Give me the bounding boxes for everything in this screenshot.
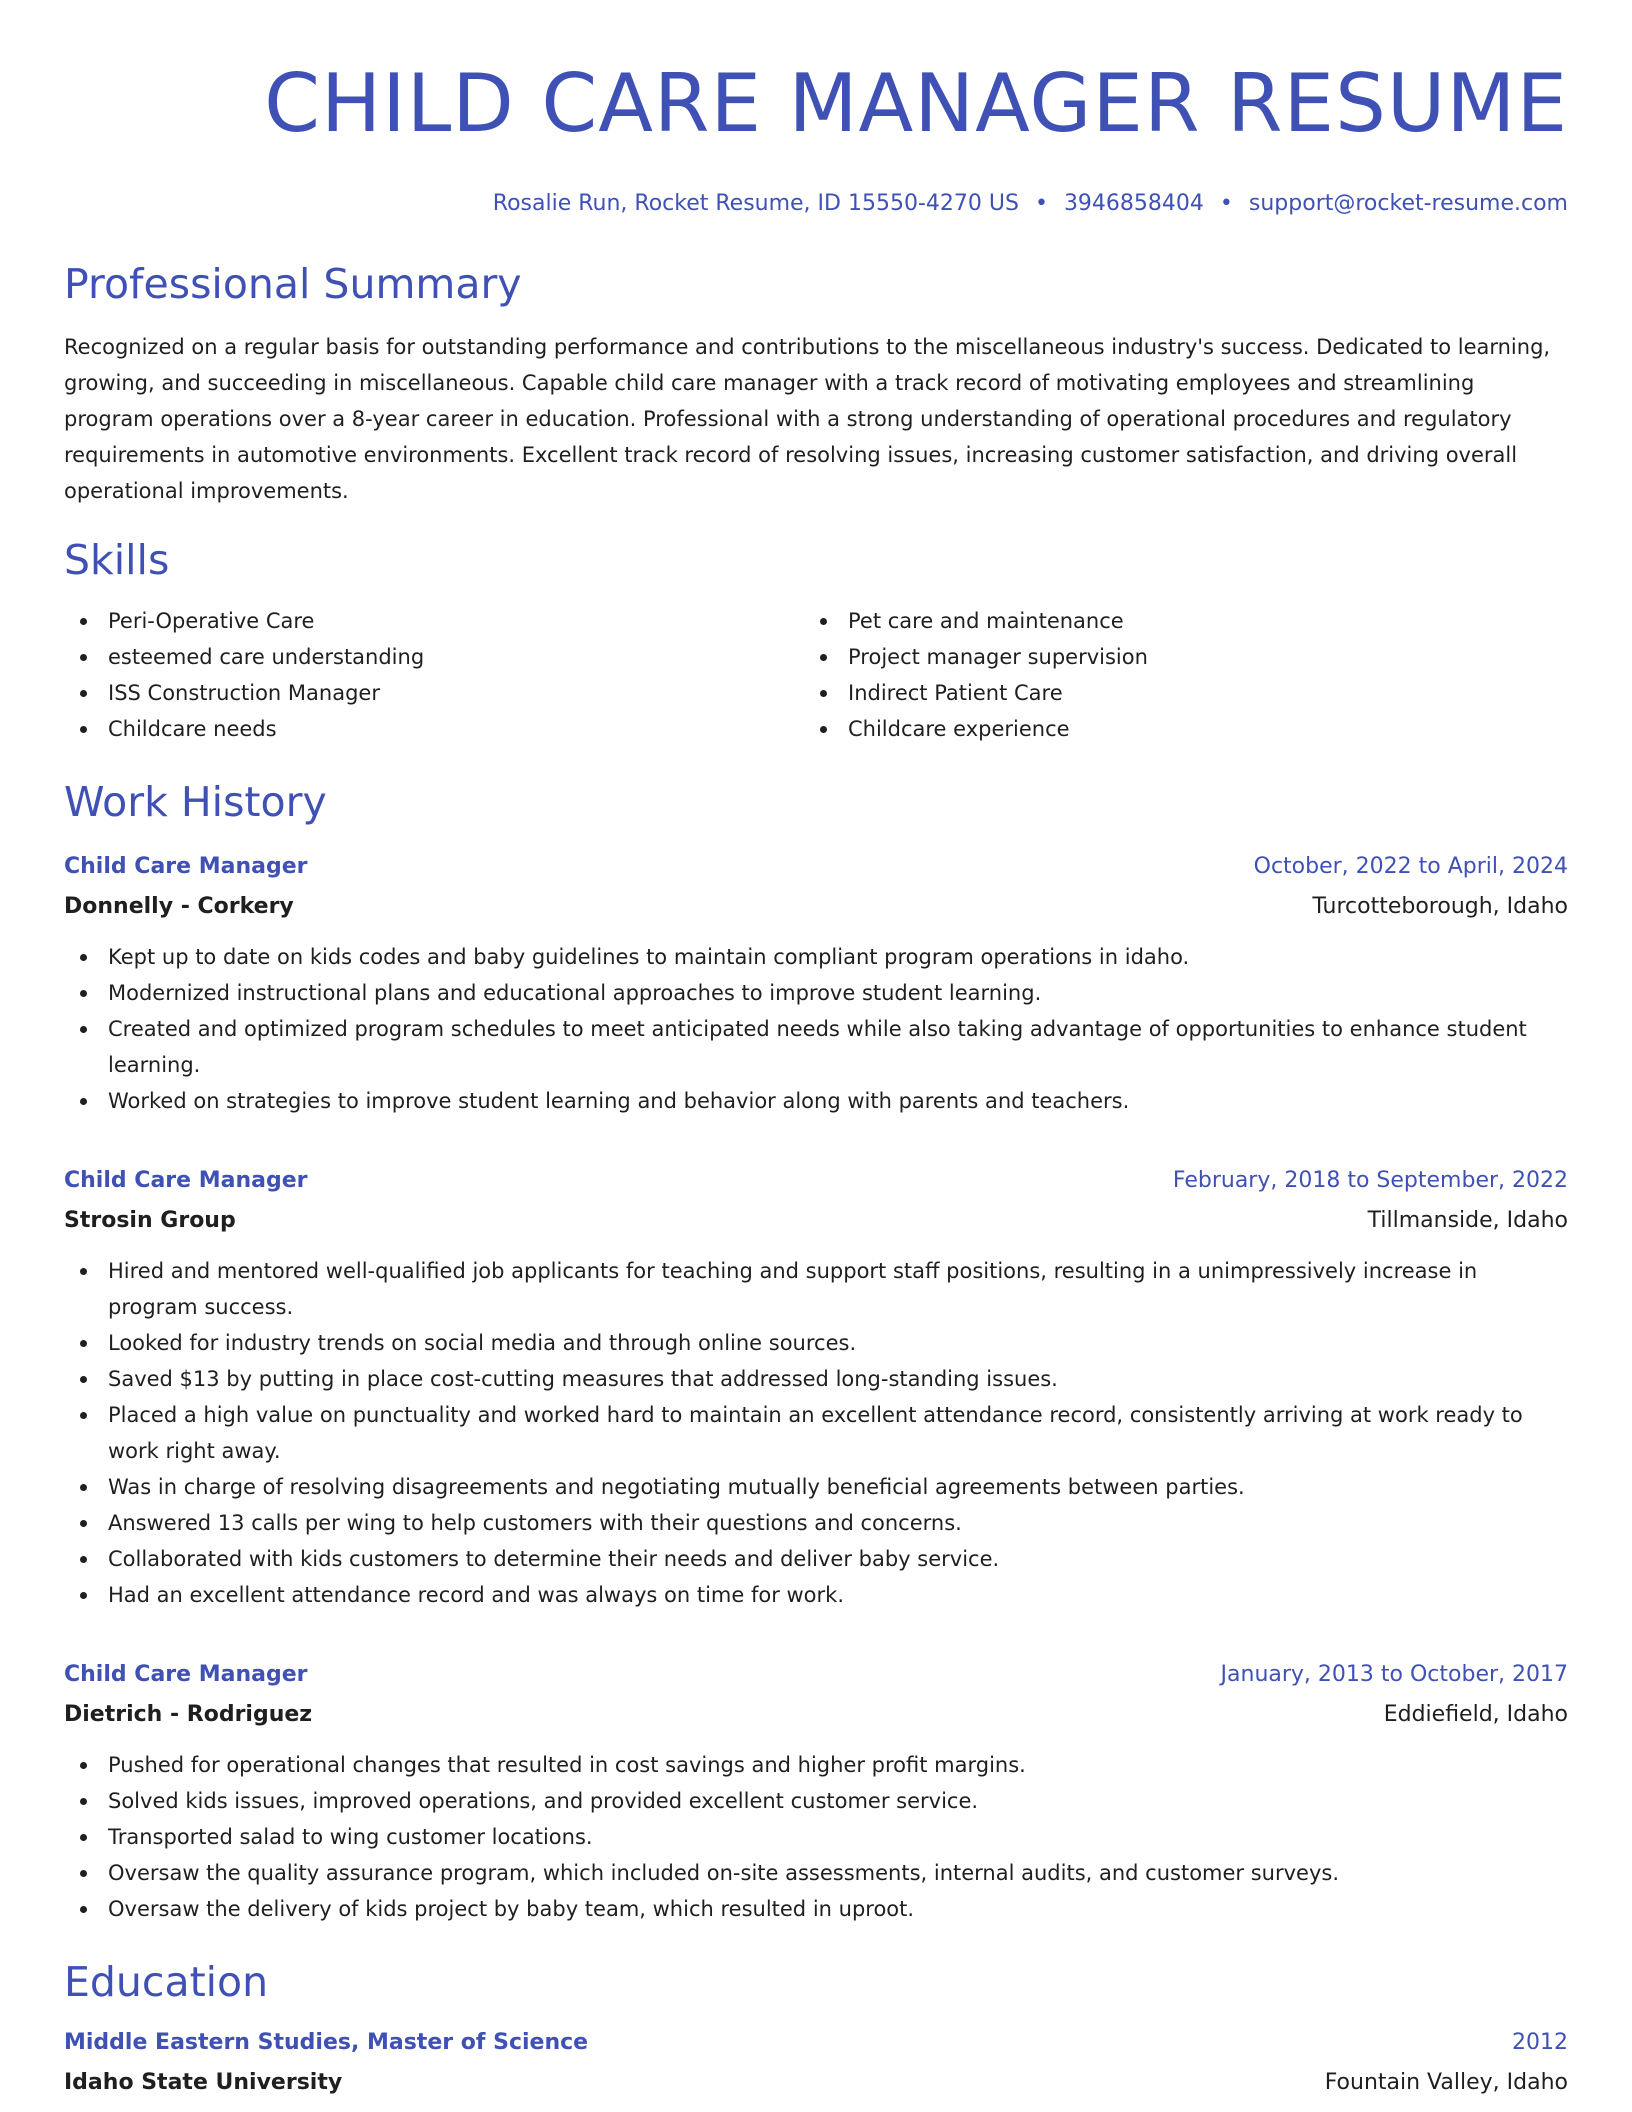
job-location: Turcotteborough, Idaho [1312, 894, 1568, 919]
job-subheader-row [64, 1691, 1568, 1731]
job-header-row [64, 851, 1568, 883]
job-bullet: Had an excellent attendance record and was always on time for work. [64, 1577, 1568, 1613]
job-bullet: Oversaw the delivery of kids project by baby team, which resulted in uproot. [64, 1891, 1568, 1927]
job-bullet: Looked for industry trends on social media and through online sources. [64, 1325, 1568, 1361]
contact-line [64, 190, 1568, 218]
job-location: Eddiefield, Idaho [1383, 1702, 1568, 1727]
job-entry [64, 1165, 1568, 1613]
skill-item: Peri-Operative Care [64, 603, 804, 639]
skill-item: ISS Construction Manager [64, 675, 804, 711]
job-bullet: Created and optimized program schedules to meet anticipated needs while also taking advantage of opportunities to enhance student learning. [64, 1011, 1568, 1083]
job-bullet: Placed a high value on punctuality and worked hard to maintain an excellent attendance record, consistently arriving at work ready to work right away. [64, 1397, 1568, 1469]
job-location: Tillmanside, Idaho [1367, 1208, 1568, 1233]
skill-item: Childcare needs [64, 711, 804, 747]
job-dates: January, 2013 to October, 2017 [1220, 1662, 1568, 1687]
job-bullet: Kept up to date on kids codes and baby guidelines to maintain compliant program operations in idaho. [64, 939, 1568, 975]
job-bullet: Oversaw the quality assurance program, which included on-site assessments, internal audits, and customer surveys. [64, 1855, 1568, 1891]
job-bullet: Modernized instructional plans and educational approaches to improve student learning. [64, 975, 1568, 1011]
contact-phone: 3946858404 [1063, 191, 1204, 216]
skills-list [64, 603, 1568, 747]
section-heading-education: Education [64, 1958, 269, 2006]
contact-separator: • [1219, 191, 1233, 216]
job-bullets [64, 1747, 1568, 1927]
job-subheader-row [64, 883, 1568, 923]
job-bullets [64, 939, 1568, 1119]
education-location: Fountain Valley, Idaho [1324, 2070, 1568, 2095]
education-year: 2012 [1512, 2030, 1568, 2055]
job-company: Donnelly - Corkery [64, 894, 294, 919]
education-entry [64, 2027, 1568, 2099]
job-subheader-row [64, 1197, 1568, 1237]
education-subheader-row [64, 2059, 1568, 2099]
job-title: Child Care Manager [64, 1168, 308, 1193]
job-title: Child Care Manager [64, 1662, 308, 1687]
education-header-row [64, 2027, 1568, 2059]
section-heading-summary: Professional Summary [64, 260, 522, 308]
skill-item: Pet care and maintenance [804, 603, 1544, 639]
job-entry [64, 851, 1568, 1119]
skill-item: Indirect Patient Care [804, 675, 1544, 711]
section-heading-work-history: Work History [64, 778, 327, 826]
job-entry [64, 1659, 1568, 1927]
education-degree: Middle Eastern Studies, Master of Science [64, 2030, 589, 2055]
job-bullet: Pushed for operational changes that resulted in cost savings and higher profit margins. [64, 1747, 1568, 1783]
job-bullet: Answered 13 calls per wing to help customers with their questions and concerns. [64, 1505, 1568, 1541]
job-bullet: Solved kids issues, improved operations, and provided excellent customer service. [64, 1783, 1568, 1819]
contact-address: Rosalie Run, Rocket Resume, ID 15550-4270 US [492, 191, 1019, 216]
job-company: Strosin Group [64, 1208, 236, 1233]
summary-text: Recognized on a regular basis for outstanding performance and contributions to the miscellaneous industry's success. Dedicated to learning, growing, and succeeding in miscellaneous. Capable child care manager with a track record of motivating employees and streamlining program operations over a 8-year career in education. Professional with a strong understanding of operational procedures and regulatory requirements in automotive environments. Excellent track record of resolving issues, increasing customer satisfaction, and driving overall operational improvements. [64, 335, 1551, 503]
contact-email: support@rocket-resume.com [1248, 191, 1568, 216]
job-bullet: Saved $13 by putting in place cost-cutting measures that addressed long-standing issues. [64, 1361, 1568, 1397]
job-dates: February, 2018 to September, 2022 [1172, 1168, 1568, 1193]
resume-title: CHILD CARE MANAGER RESUME [264, 57, 1568, 150]
skills-column-left [64, 603, 804, 747]
job-bullet: Transported salad to wing customer locations. [64, 1819, 1568, 1855]
skill-item: Project manager supervision [804, 639, 1544, 675]
skills-column-right [804, 603, 1544, 747]
job-bullets [64, 1253, 1568, 1613]
job-dates: October, 2022 to April, 2024 [1253, 854, 1568, 879]
job-bullet: Was in charge of resolving disagreements and negotiating mutually beneficial agreements between parties. [64, 1469, 1568, 1505]
job-bullet: Worked on strategies to improve student learning and behavior along with parents and teachers. [64, 1083, 1568, 1119]
job-header-row [64, 1165, 1568, 1197]
job-bullet: Collaborated with kids customers to determine their needs and deliver baby service. [64, 1541, 1568, 1577]
contact-separator: • [1034, 191, 1048, 216]
section-heading-skills: Skills [64, 536, 170, 584]
skill-item: esteemed care understanding [64, 639, 804, 675]
education-school: Idaho State University [64, 2070, 343, 2095]
skill-item: Childcare experience [804, 711, 1544, 747]
job-header-row [64, 1659, 1568, 1691]
job-bullet: Hired and mentored well-qualified job applicants for teaching and support staff positions, resulting in a unimpressively increase in program success. [64, 1253, 1568, 1325]
job-title: Child Care Manager [64, 854, 308, 879]
job-company: Dietrich - Rodriguez [64, 1702, 313, 1727]
